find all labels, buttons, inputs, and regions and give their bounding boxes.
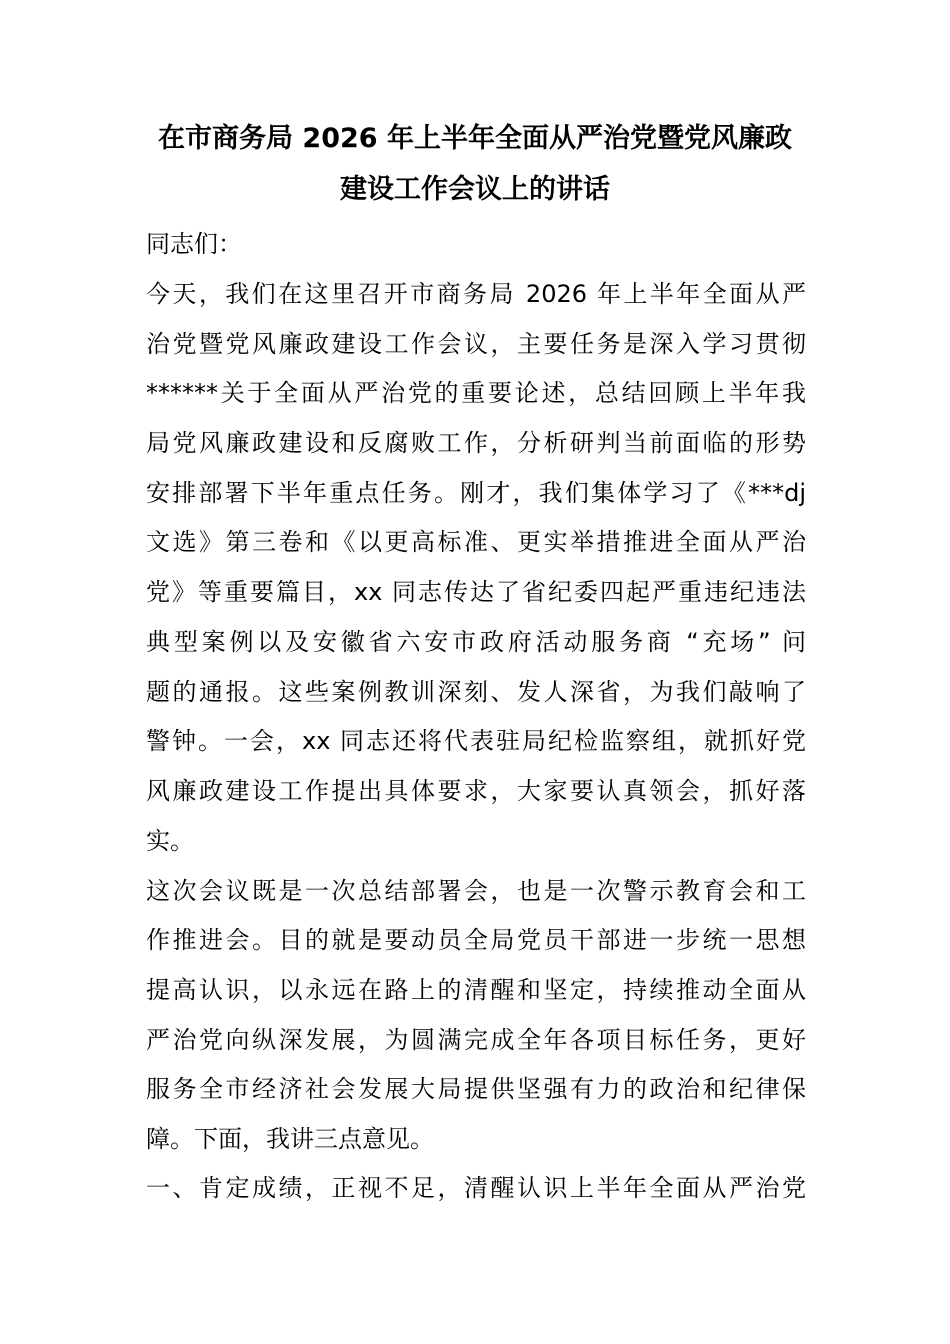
body-line: 作推进会。目的就是要动员全局党员干部进一步统一思想 (146, 926, 806, 954)
salutation: 同志们： (146, 230, 242, 258)
body-line: 题的通报。这些案例教训深刻、发人深省，为我们敲响了 (146, 678, 806, 706)
body-line: 警钟。一会，xx 同志还将代表驻局纪检监察组，就抓好党 (146, 727, 806, 755)
body-line: 服务全市经济社会发展大局提供坚强有力的政治和纪律保 (146, 1075, 806, 1103)
body-line: 治党暨党风廉政建设工作会议，主要任务是深入学习贯彻 (146, 330, 806, 358)
body-line: 严治党向纵深发展，为圆满完成全年各项目标任务，更好 (146, 1026, 806, 1054)
body-line: 典型案例以及安徽省六安市政府活动服务商 “充场” 问 (146, 628, 806, 656)
body-line: 风廉政建设工作提出具体要求，大家要认真领会，抓好落 (146, 777, 806, 805)
document-title-line-1: 在市商务局 2026 年上半年全面从严治党暨党风廉政 (158, 123, 792, 154)
body-line: 局党风廉政建设和反腐败工作，分析研判当前面临的形势 (146, 429, 806, 457)
body-line: 这次会议既是一次总结部署会，也是一次警示教育会和工 (146, 877, 806, 905)
body-line: 党》等重要篇目，xx 同志传达了省纪委四起严重违纪违法 (146, 578, 806, 606)
body-line: 今天，我们在这里召开市商务局 2026 年上半年全面从严 (146, 280, 806, 308)
body-line: 文选》第三卷和《以更高标准、更实举措推进全面从严治 (146, 528, 806, 556)
body-line: 障。下面，我讲三点意见。 (146, 1125, 434, 1153)
document-title-line-2: 建设工作会议上的讲话 (340, 174, 610, 205)
body-line: ******关于全面从严治党的重要论述，总结回顾上半年我 (146, 379, 806, 407)
body-line: 实。 (146, 827, 194, 855)
section-heading: 一、肯定成绩，正视不足，清醒认识上半年全面从严治党 (146, 1174, 806, 1202)
body-line: 提高认识，以永远在路上的清醒和坚定，持续推动全面从 (146, 976, 806, 1004)
body-line: 安排部署下半年重点任务。刚才，我们集体学习了《***dj (146, 479, 806, 507)
